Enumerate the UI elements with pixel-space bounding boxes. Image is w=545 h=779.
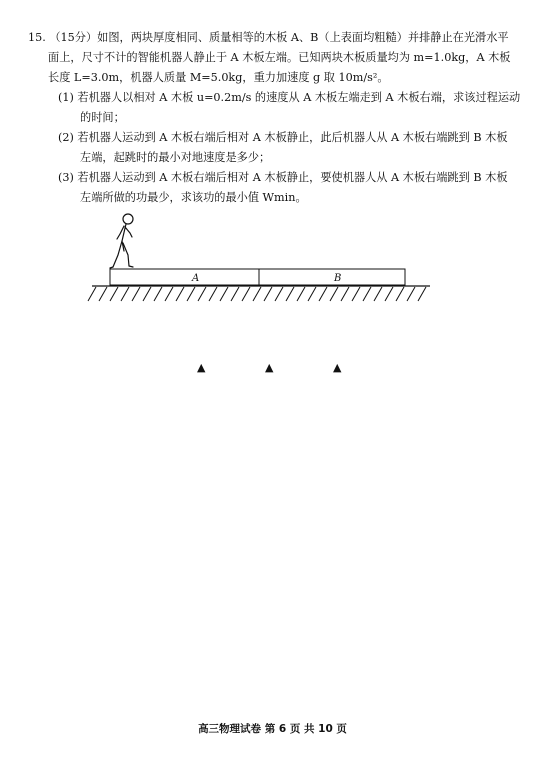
question-3-label: (3) (58, 171, 74, 184)
ground-hatching (88, 287, 426, 301)
hatch-stroke (110, 287, 118, 301)
hatch-stroke (176, 287, 184, 301)
hatch-stroke (242, 287, 250, 301)
problem-text-2: 面上，尺寸不计的智能机器人静止于 A 木板左端。已知两块木板质量均为 m=1.0kg，A 木板 (48, 51, 511, 64)
hatch-stroke (341, 287, 349, 301)
hatch-stroke (154, 287, 162, 301)
problem-points: （15分） (49, 31, 98, 44)
hatch-stroke (385, 287, 393, 301)
page-footer: 高三物理试卷 第 6 页 共 10 页 (198, 723, 347, 735)
hatch-stroke (352, 287, 360, 301)
question-3-text-2: 左端所做的功最少，求该功的最小值 Wmin。 (80, 191, 307, 204)
hatch-stroke (330, 287, 338, 301)
question-1 (48, 88, 520, 108)
boards-robot-figure (80, 205, 440, 315)
question-1-text-1: 若机器人以相对 A 木板 u=0.2m/s 的速度从 A 木板左端走到 A 木板右端，求该过程运动 (77, 91, 521, 104)
question-2 (48, 128, 520, 148)
hatch-stroke (374, 287, 382, 301)
hatch-stroke (99, 287, 107, 301)
hatch-stroke (88, 287, 96, 301)
question-2-text-2: 左端，起跳时的最小对地速度是多少； (80, 151, 271, 164)
robot-figure (110, 214, 133, 268)
problem-15 (28, 28, 520, 208)
problem-text-3: 长度 L=3.0m，机器人质量 M=5.0kg，重力加速度 g 取 10m/s²。 (48, 71, 389, 84)
question-2-text-1: 若机器人运动到 A 木板右端后相对 A 木板静止，此后机器人从 A 木板右端跳到 B 木板 (77, 131, 508, 144)
question-3 (48, 168, 520, 188)
hatch-stroke (165, 287, 173, 301)
mark-triangle-1: ▲ (197, 361, 206, 374)
question-1-label: (1) (58, 91, 74, 104)
hatch-stroke (220, 287, 228, 301)
hatch-stroke (253, 287, 261, 301)
mark-triangle-3: ▲ (333, 361, 342, 374)
question-1-text-2: 的时间； (80, 111, 125, 124)
question-3-text-1: 若机器人运动到 A 木板右端后相对 A 木板静止，要使机器人从 A 木板右端跳到 B 木板 (77, 171, 508, 184)
hatch-stroke (231, 287, 239, 301)
mark-triangle-2: ▲ (265, 361, 274, 374)
board-b (259, 269, 405, 285)
hatch-stroke (264, 287, 272, 301)
hatch-stroke (187, 287, 195, 301)
board-a (110, 269, 259, 285)
hatch-stroke (132, 287, 140, 301)
board-a-label: A (192, 273, 200, 284)
hatch-stroke (121, 287, 129, 301)
hatch-stroke (418, 287, 426, 301)
hatch-stroke (275, 287, 283, 301)
hatch-stroke (286, 287, 294, 301)
problem-text-1: 如图，两块厚度相同、质量相等的木板 A、B（上表面均粗糙）并排静止在光滑水平 (97, 31, 509, 44)
hatch-stroke (319, 287, 327, 301)
hatch-stroke (308, 287, 316, 301)
hatch-stroke (198, 287, 206, 301)
hatch-stroke (407, 287, 415, 301)
hatch-stroke (143, 287, 151, 301)
hatch-stroke (363, 287, 371, 301)
problem-line-1 (28, 28, 520, 48)
problem-number: 15. (28, 31, 46, 44)
hatch-stroke (297, 287, 305, 301)
question-2-label: (2) (58, 131, 74, 144)
hatch-stroke (209, 287, 217, 301)
hatch-stroke (396, 287, 404, 301)
page-marks (0, 362, 545, 376)
board-b-label: B (334, 273, 342, 284)
